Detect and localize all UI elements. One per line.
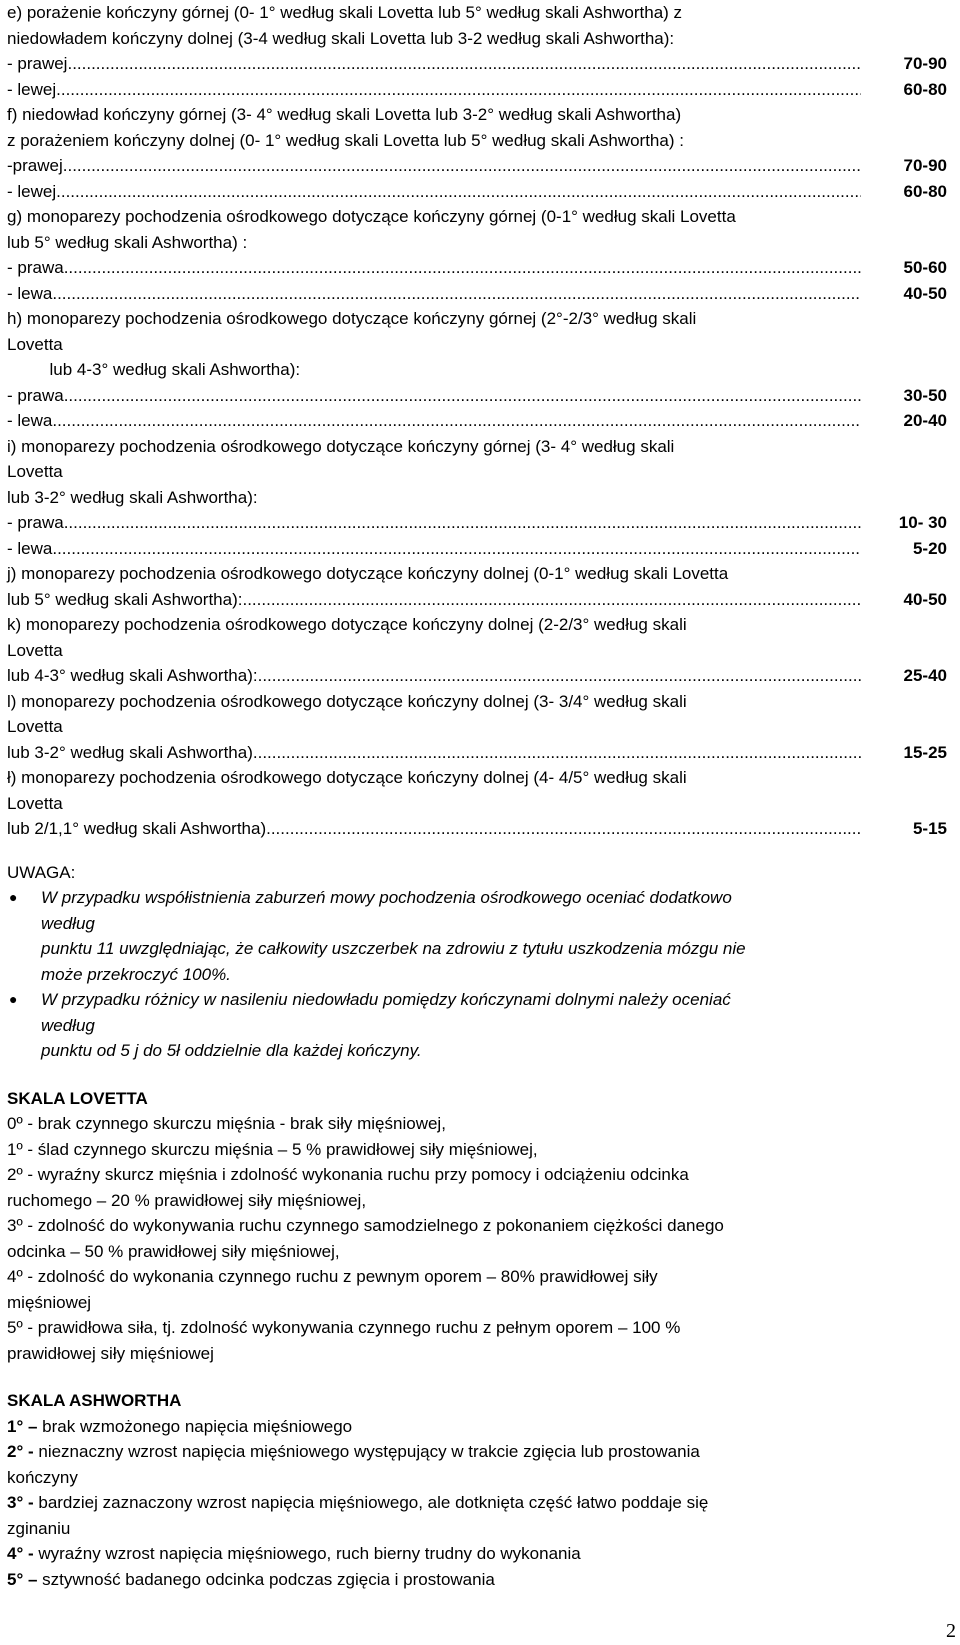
dotted-entry	[7, 77, 947, 103]
dotted-entry	[7, 740, 947, 766]
entry-label: lub 3-2° według skali Ashwortha)	[7, 742, 253, 762]
ashworth-description: bardziej zaznaczony wzrost napięcia mięśniowego, ale dotknięta część łatwo poddaje się	[33, 1493, 709, 1512]
ashworth-description: sztywność badanego odcinka podczas zgięcia i prostowania	[37, 1569, 495, 1589]
dot-leader	[253, 740, 861, 766]
entry-value: 60-80	[903, 181, 947, 201]
entry-text-line: Lovetta	[7, 717, 63, 736]
dotted-entry	[7, 587, 947, 613]
dotted-entry	[7, 408, 947, 434]
ashworth-grade: 2° -	[7, 1442, 34, 1461]
lovett-heading: SKALA LOVETTA	[7, 1088, 148, 1108]
ashworth-scale	[7, 1414, 947, 1593]
ashworth-description: zginaniu	[7, 1518, 71, 1538]
entry-value: 10- 30	[898, 513, 947, 532]
entry-value: 5-20	[912, 538, 947, 558]
page-number: 2	[946, 1620, 956, 1642]
entry-text-line: niedowładem kończyny dolnej (3-4 według skali Lovetta lub 3-2 według skali Ashwortha):	[7, 28, 675, 48]
note-line: W przypadku współistnienia zaburzeń mowy pochodzenia ośrodkowego oceniać dodatkowo	[41, 888, 732, 907]
ashworth-grade: 3° -	[7, 1493, 34, 1512]
entry-value: 40-50	[903, 589, 947, 609]
uwaga-notes	[7, 885, 947, 1064]
entry-text-line: Lovetta	[7, 640, 63, 660]
entry-label: - prawej	[7, 54, 68, 73]
entry-value: 40-50	[903, 283, 947, 303]
note-text	[41, 885, 746, 987]
entry-value: 70-90	[903, 54, 947, 73]
entry-label: - prawa	[7, 513, 64, 532]
lovett-line: 5º - prawidłowa siła, tj. zdolność wykonywania czynnego ruchu z pełnym oporem – 100 %	[7, 1318, 681, 1337]
entry-label: - lewa	[7, 538, 53, 558]
dot-leader	[67, 51, 861, 77]
dot-leader	[52, 408, 861, 434]
lovett-line: mięśniowej	[7, 1292, 92, 1312]
bullet-icon: ●	[9, 991, 18, 1007]
entry-value: 30-50	[903, 385, 947, 405]
note-item	[7, 987, 947, 1064]
entry-value: 60-80	[903, 79, 947, 99]
entry-text-line: lub 4-3° według skali Ashwortha):	[7, 360, 301, 379]
note-line: może przekroczyć 100%.	[41, 964, 231, 984]
dot-leader	[64, 255, 861, 281]
dot-leader	[52, 536, 861, 562]
entry-label: lub 2/1,1° według skali Ashwortha)	[7, 819, 267, 838]
uwaga-label: UWAGA:	[7, 862, 76, 882]
entry-text-line: g) monoparezy pochodzenia ośrodkowego dotyczące kończyny górnej (0-1° według skali Lovetta	[7, 207, 736, 226]
lovett-line: 1º - ślad czynnego skurczu mięśnia – 5 % prawidłowej siły mięśniowej,	[7, 1139, 538, 1159]
ashworth-line	[7, 1490, 947, 1516]
bullet-icon: ●	[9, 889, 18, 905]
dotted-entry	[7, 255, 947, 281]
entry-text-line: e) porażenie kończyny górnej (0- 1° według skali Lovetta lub 5° według skali Ashwortha) z	[7, 3, 683, 22]
entry-label: - lewej	[7, 181, 57, 201]
lovett-line: 2º - wyraźny skurcz mięśnia i zdolność wykonania ruchu przy pomocy i odciążeniu odcinka	[7, 1165, 689, 1184]
dot-leader	[242, 587, 861, 613]
entry-label: - lewa	[7, 283, 53, 303]
dotted-entry	[7, 663, 947, 689]
document-body	[7, 0, 947, 1592]
dotted-entry	[7, 179, 947, 205]
entry-label: - lewej	[7, 79, 57, 99]
ashworth-description: wyraźny wzrost napięcia mięśniowego, ruch bierny trudny do wykonania	[33, 1544, 581, 1563]
ashworth-grade: 5° –	[7, 1569, 38, 1589]
entry-text-line: h) monoparezy pochodzenia ośrodkowego dotyczące kończyny górnej (2°-2/3° według skali	[7, 309, 697, 328]
lovett-line: ruchomego – 20 % prawidłowej siły mięśniowej,	[7, 1190, 367, 1210]
ashworth-line	[7, 1414, 947, 1440]
dot-leader	[266, 816, 861, 842]
dotted-entry	[7, 536, 947, 562]
entry-label: lub 4-3° według skali Ashwortha):	[7, 666, 258, 685]
entry-label: -prawej	[7, 156, 63, 175]
dot-leader	[64, 383, 861, 409]
dotted-entry	[7, 281, 947, 307]
dot-leader	[64, 510, 861, 536]
dot-leader	[56, 77, 861, 103]
dotted-entry	[7, 51, 947, 77]
entry-value: 70-90	[903, 156, 947, 175]
ashworth-line	[7, 1465, 947, 1491]
entry-text-line: Lovetta	[7, 334, 63, 354]
dotted-entry	[7, 816, 947, 842]
lovett-line: 4º - zdolność do wykonania czynnego ruchu z pewnym oporem – 80% prawidłowej siły	[7, 1267, 658, 1286]
entry-label: - lewa	[7, 411, 53, 430]
ashworth-description: brak wzmożonego napięcia mięśniowego	[37, 1416, 353, 1436]
lovett-line: odcinka – 50 % prawidłowej siły mięśniowej,	[7, 1241, 340, 1261]
entry-text-line: ł) monoparezy pochodzenia ośrodkowego dotyczące kończyny dolnej (4- 4/5° według skali	[7, 768, 687, 787]
entry-text-line: lub 3-2° według skali Ashwortha):	[7, 487, 258, 507]
entry-label: - prawa	[7, 385, 64, 405]
ashworth-description: kończyny	[7, 1467, 78, 1487]
entry-value: 5-15	[912, 819, 947, 838]
entry-text-line: Lovetta	[7, 793, 63, 813]
entry-text-line: j) monoparezy pochodzenia ośrodkowego dotyczące kończyny dolnej (0-1° według skali Lovetta	[7, 564, 729, 583]
ashworth-line	[7, 1516, 947, 1542]
lovett-scale	[7, 1111, 947, 1366]
note-line: według	[41, 1015, 95, 1035]
entry-label: lub 5° według skali Ashwortha):	[7, 589, 243, 609]
entry-text-line: lub 5° według skali Ashwortha) :	[7, 232, 248, 252]
note-item	[7, 885, 947, 987]
note-line: według	[41, 913, 95, 933]
ashworth-grade: 4° -	[7, 1544, 34, 1563]
dot-leader	[52, 281, 861, 307]
ashworth-grade: 1° –	[7, 1416, 38, 1436]
entry-value: 20-40	[903, 411, 947, 430]
entry-text-line: f) niedowład kończyny górnej (3- 4° według skali Lovetta lub 3-2° według skali Ashwortha)	[7, 105, 682, 124]
note-line: W przypadku różnicy w nasileniu niedowładu pomiędzy kończynami dolnymi należy oceniać	[41, 990, 731, 1009]
entry-label: - prawa	[7, 258, 64, 277]
dot-leader	[63, 153, 861, 179]
dot-leader	[56, 179, 861, 205]
lovett-line: prawidłowej siły mięśniowej	[7, 1343, 214, 1363]
dotted-entry	[7, 383, 947, 409]
note-text	[41, 987, 731, 1064]
note-line: punktu 11 uwzględniając, że całkowity uszczerbek na zdrowiu z tytułu uszkodzenia mózgu nie	[41, 939, 746, 958]
entry-text-line: k) monoparezy pochodzenia ośrodkowego dotyczące kończyny dolnej (2-2/3° według skali	[7, 615, 687, 634]
entry-text-line: z porażeniem kończyny dolnej (0- 1° według skali Lovetta lub 5° według skali Ashwortha) :	[7, 130, 684, 150]
ashworth-line	[7, 1567, 947, 1593]
lovett-line: 0º - brak czynnego skurczu mięśnia - brak siły mięśniowej,	[7, 1114, 446, 1133]
lovett-line: 3º - zdolność do wykonywania ruchu czynnego samodzielnego z pokonaniem ciężkości danego	[7, 1216, 724, 1235]
ashworth-line	[7, 1439, 947, 1465]
ashworth-description: nieznaczny wzrost napięcia mięśniowego występujący w trakcie zgięcia lub prostowania	[33, 1442, 700, 1461]
impairment-list	[7, 0, 947, 842]
note-line: punktu od 5 j do 5ł oddzielnie dla każdej kończyny.	[41, 1041, 422, 1060]
ashworth-line	[7, 1541, 947, 1567]
entry-value: 15-25	[903, 742, 947, 762]
dotted-entry	[7, 153, 947, 179]
entry-text-line: i) monoparezy pochodzenia ośrodkowego dotyczące kończyny górnej (3- 4° według skali	[7, 436, 675, 456]
entry-value: 25-40	[903, 666, 947, 685]
entry-text-line: l) monoparezy pochodzenia ośrodkowego dotyczące kończyny dolnej (3- 3/4° według skali	[7, 691, 687, 711]
dotted-entry	[7, 510, 947, 536]
entry-text-line: Lovetta	[7, 462, 63, 481]
entry-value: 50-60	[903, 258, 947, 277]
dot-leader	[258, 663, 861, 689]
ashworth-heading: SKALA ASHWORTHA	[7, 1391, 182, 1410]
